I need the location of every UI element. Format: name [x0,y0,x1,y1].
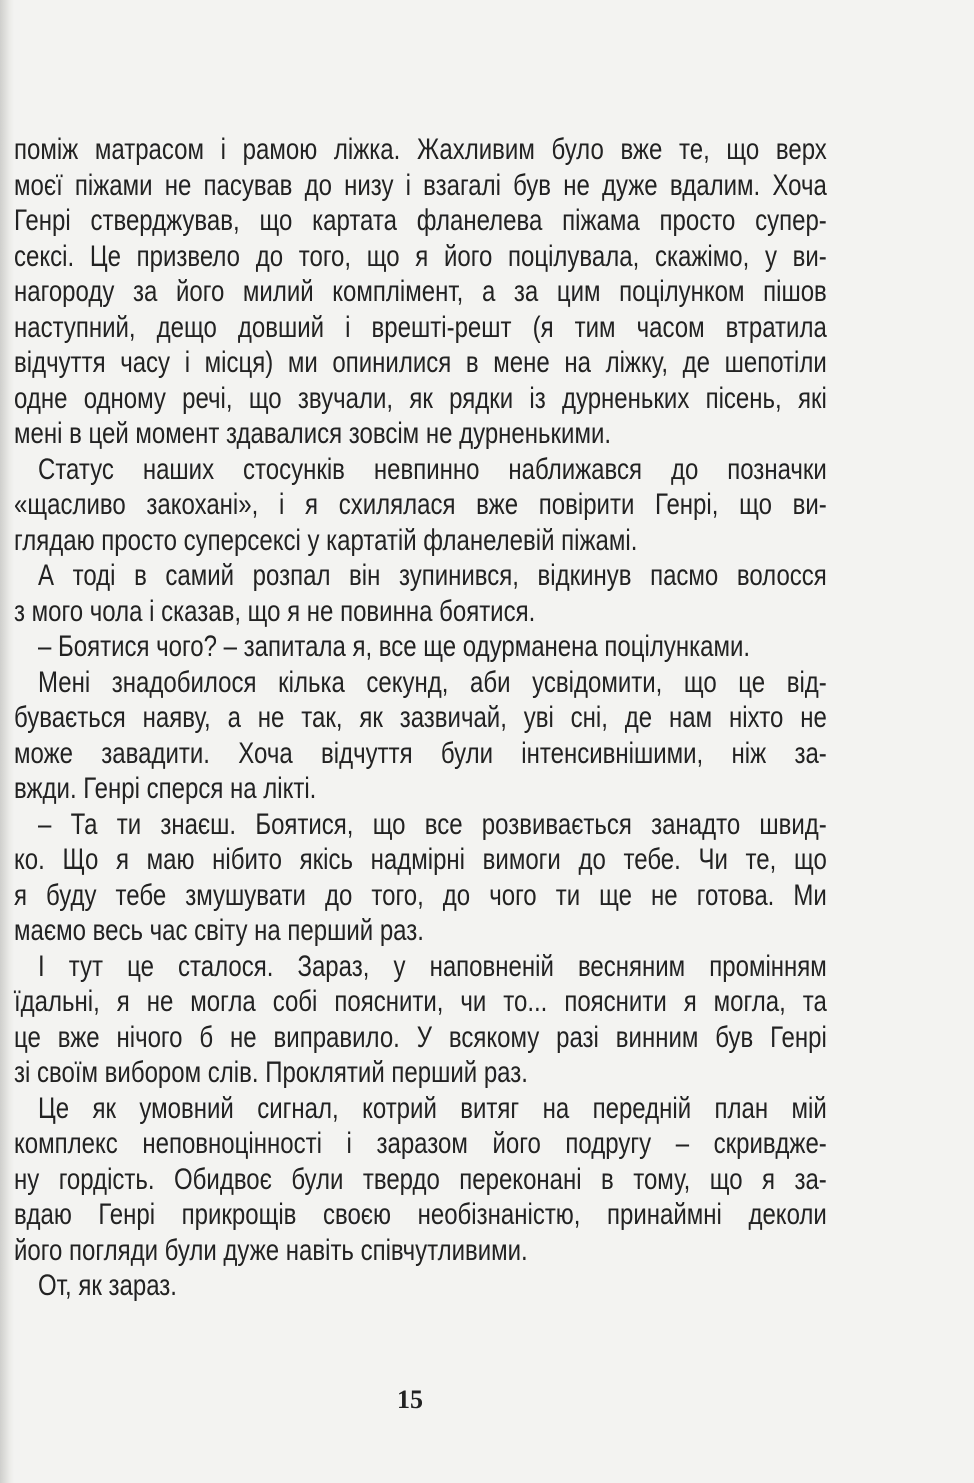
text-line: От, як зараз. [38,1269,177,1302]
body-text [14,132,827,1304]
paragraph [14,949,827,1091]
text-line: його погляди були дуже навіть співчутливими. [14,1233,528,1267]
text-line: мені в цей момент здавалися зовсім не дурненькими. [14,417,612,450]
text-line: я буду тебе змушувати до того, до чого ти ще не готова. Ми [14,878,827,912]
text-line: вжди. Генрі сперся на лікті. [14,772,317,805]
text-line: Це як умовний сигнал, котрий витяг на передній план мій [38,1091,827,1125]
text-line: вдаю Генрі прикрощів своєю необізнаністю, принаймні деколи [14,1198,827,1231]
paragraph [14,1268,827,1304]
text-line: одне одному речі, що звучали, як рядки із дурненьких пісень, які [14,381,827,415]
text-line: сексі. Це призвело до того, що я його поцілувала, скажімо, у ви- [14,239,827,273]
paragraph [14,132,827,452]
text-line: глядаю просто суперсексі у картатій фланелевій піжамі. [14,523,638,557]
text-line: ну гордість. Обидвоє були твердо переконані в тому, що я за- [14,1162,827,1196]
text-line: відчуття часу і місця) ми опинилися в мене на ліжку, де шепотіли [14,346,827,379]
text-line: поміж матрасом і рамою ліжка. Жахливим було вже те, що верх [14,133,827,166]
paragraph [14,665,827,807]
paragraph [14,807,827,949]
text-line: комплекс неповноцінності і заразом його подругу – скривдже- [14,1127,827,1160]
text-line: нагороду за його милий комплімент, а за цим поцілунком пішов [14,275,827,308]
text-line: І тут це сталося. Зараз, у наповненій весняним промінням [38,949,827,983]
paragraph [14,629,827,665]
text-line: це вже нічого б не виправило. У всякому разі винним був Генрі [14,1020,827,1054]
paragraph [14,452,827,559]
paragraph [14,558,827,629]
text-line: – Боятися чого? – запитала я, все ще одурманена поцілунками. [38,630,751,663]
text-line: А тоді в самий розпал він зупинився, відкинув пасмо волосся [38,559,827,592]
text-line: Статус наших стосунків невпинно наближався до позначки [38,452,827,486]
text-line: їдальні, я не могла собі пояснити, чи то... пояснити я могла, та [14,985,827,1018]
text-line: з мого чола і сказав, що я не повинна боятися. [14,594,536,628]
text-line: зі своїм вибором слів. Проклятий перший раз. [14,1056,528,1089]
text-line: наступний, дещо довший і врешті-решт (я тим часом втратила [14,310,827,344]
text-line: Генрі стверджував, що картата фланелева піжама просто супер- [14,204,827,237]
page-edge-shadow [0,0,14,1483]
text-line: маємо весь час світу на перший раз. [14,914,424,947]
text-line: бувається наяву, а не так, як зазвичай, уві сні, де нам ніхто не [14,701,827,734]
text-line: ко. Що я маю нібито якісь надмірні вимоги до тебе. Чи те, що [14,843,827,876]
text-line: моєї піжами не пасував до низу і взагалі був не дуже вдалим. Хоча [14,168,827,202]
text-line: «щасливо закохані», і я схилялася вже повірити Генрі, що ви- [14,488,827,521]
text-line: – Та ти знаєш. Боятися, що все розвивається занадто швид- [38,807,827,841]
text-line: Мені знадобилося кілька секунд, аби усвідомити, що це від- [38,665,827,699]
page-number: 15 [397,1385,423,1414]
text-line: може завадити. Хоча відчуття були інтенсивнішими, ніж за- [14,736,827,770]
paragraph [14,1091,827,1269]
